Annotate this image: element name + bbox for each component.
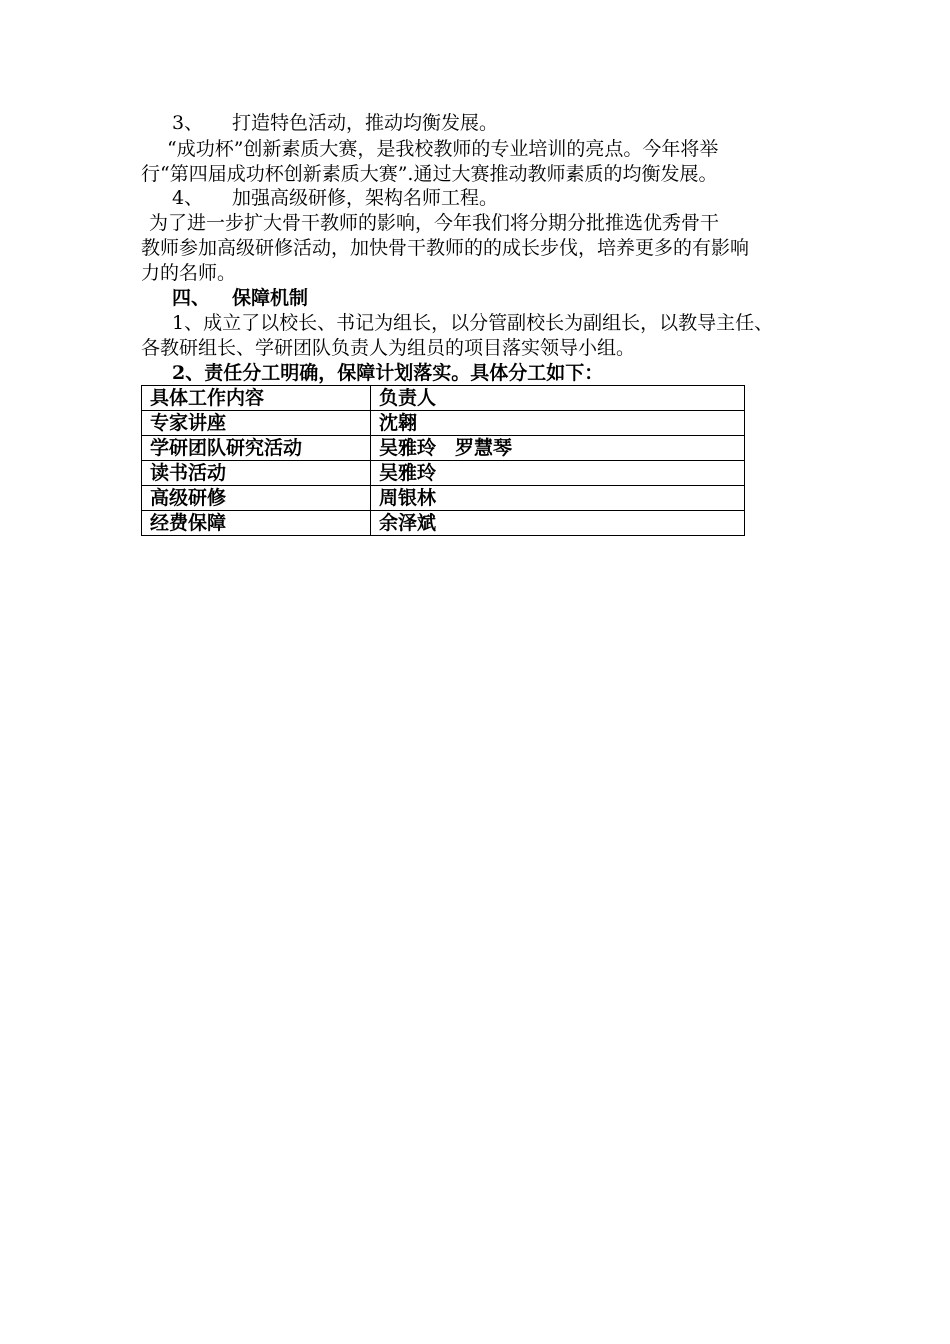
- section-4-paragraph-line-3: 力的名师。: [141, 262, 237, 284]
- table-cell: 沈翱: [371, 411, 745, 436]
- table-cell: 吴雅玲 罗慧琴: [371, 436, 745, 461]
- section-3-title: 打造特色活动，推动均衡发展。: [232, 112, 499, 134]
- table-cell: 周银林: [371, 486, 745, 511]
- section-3-number: 3、: [172, 112, 204, 134]
- table-header-cell: 具体工作内容: [142, 386, 371, 411]
- table-cell: 专家讲座: [142, 411, 371, 436]
- section-3-paragraph-line-1: “成功杯”创新素质大赛，是我校教师的专业培训的亮点。今年将举: [167, 138, 719, 160]
- guarantee-item-2: 2、责任分工明确，保障计划落实。具体分工如下：: [172, 362, 604, 384]
- heading-four-number: 四、: [172, 287, 211, 309]
- table-row: [142, 411, 745, 436]
- section-3-heading: [172, 110, 498, 136]
- table-header-row: [142, 386, 745, 411]
- heading-four: [172, 285, 308, 311]
- responsibility-table: [141, 385, 745, 536]
- section-4-paragraph-line-2: 教师参加高级研修活动，加快骨干教师的的成长步伐，培养更多的有影响: [141, 237, 750, 259]
- table-row: [142, 486, 745, 511]
- table-cell: 吴雅玲: [371, 461, 745, 486]
- table-row: [142, 511, 745, 536]
- table-cell: 余泽斌: [371, 511, 745, 536]
- section-4-number: 4、: [172, 187, 204, 209]
- section-4-title: 加强高级研修，架构名师工程。: [232, 187, 499, 209]
- section-3-paragraph-line-2: 行“第四届成功杯创新素质大赛”.通过大赛推动教师素质的均衡发展。: [141, 163, 718, 185]
- table-row: [142, 461, 745, 486]
- table-cell: 读书活动: [142, 461, 371, 486]
- section-4-heading: [172, 185, 498, 211]
- table-cell: 经费保障: [142, 511, 371, 536]
- heading-four-title: 保障机制: [232, 287, 309, 309]
- section-4-paragraph-line-1: 为了进一步扩大骨干教师的影响，今年我们将分期分批推选优秀骨干: [149, 212, 720, 234]
- table-cell: 学研团队研究活动: [142, 436, 371, 461]
- guarantee-item-1-line-1: 1、成立了以校长、书记为组长，以分管副校长为副组长，以教导主任、: [172, 312, 774, 334]
- guarantee-item-1-line-2: 各教研组长、学研团队负责人为组员的项目落实领导小组。: [141, 337, 636, 359]
- table-row: [142, 436, 745, 461]
- table-header-cell: 负责人: [371, 386, 745, 411]
- table-cell: 高级研修: [142, 486, 371, 511]
